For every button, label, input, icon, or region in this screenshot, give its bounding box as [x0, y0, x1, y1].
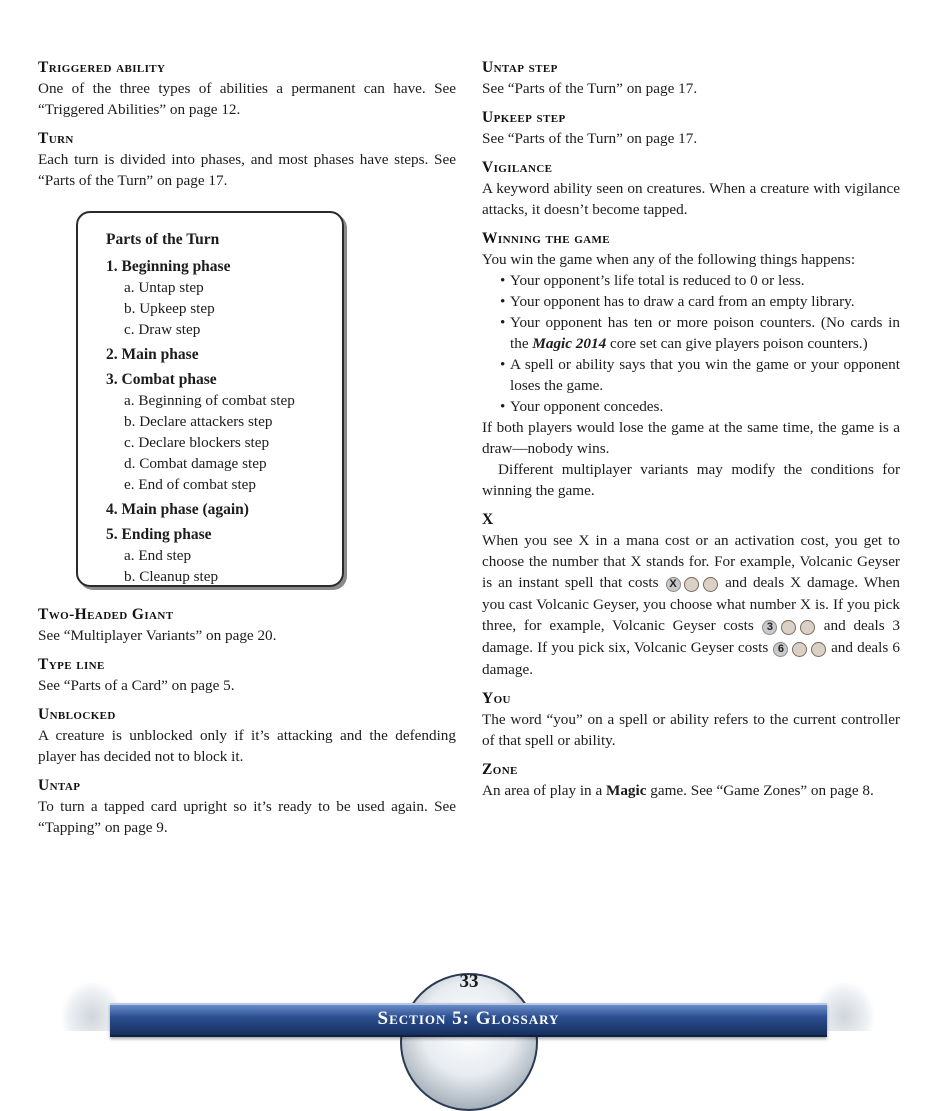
paragraph: If both players would lose the game at the same time, the game is a draw—nobody wins. — [482, 419, 900, 457]
glossary-entry-vigilance — [482, 158, 900, 220]
definition-text: An area of play in a — [482, 782, 606, 800]
entry-term: Vigilance — [482, 159, 553, 176]
entry-definition: A creature is unblocked only if it’s attacking and the defending player has decided not to block it. — [38, 727, 456, 765]
page-medallion — [400, 973, 538, 1111]
red-mana-icon — [781, 620, 796, 635]
entry-term: Turn — [38, 130, 74, 147]
section-title: Section 5: Glossary — [377, 1008, 560, 1029]
entry-definition: Each turn is divided into phases, and most phases have steps. See “Parts of the Turn” on page 17. — [38, 151, 456, 189]
generic-mana-6-icon: 6 — [773, 642, 788, 657]
list-item — [500, 312, 900, 354]
red-mana-icon — [800, 620, 815, 635]
glossary-entry-triggered-ability — [38, 58, 456, 120]
step-item: a. Untap step — [124, 279, 204, 296]
generic-mana-3-icon: 3 — [762, 620, 777, 635]
glossary-entry-untap — [38, 776, 456, 838]
mana-cost-6 — [773, 638, 826, 659]
glossary-entry-you — [482, 689, 900, 751]
step-item: c. Draw step — [124, 321, 201, 338]
entry-term: Two-Headed Giant — [38, 606, 174, 623]
entry-definition — [482, 530, 900, 680]
page-number: 33 — [459, 971, 479, 992]
generic-mana-x-icon: X — [666, 577, 681, 592]
glossary-entry-untap-step — [482, 58, 900, 99]
paragraph: Different multiplayer variants may modify the conditions for winning the game. — [482, 461, 900, 499]
entry-definition — [482, 780, 900, 801]
step-item: b. Declare attackers step — [124, 413, 273, 430]
entry-definition: To turn a tapped card upright so it’s ready to be used again. See “Tapping” on page 9. — [38, 798, 456, 836]
step-item: d. Combat damage step — [124, 455, 267, 472]
left-column — [38, 58, 456, 847]
entry-term: Triggered ability — [38, 59, 166, 76]
mana-cost-3 — [762, 616, 815, 637]
step-item: b. Cleanup step — [124, 568, 219, 585]
set-title: Magic 2014 — [532, 335, 607, 352]
step-item: e. End of combat step — [124, 476, 257, 493]
phase-heading: 1. Beginning phase — [106, 258, 231, 275]
phase-heading: 3. Combat phase — [106, 371, 217, 388]
step-item: a. End step — [124, 547, 192, 564]
definition-text: and deals 3 damage. If you pick six, Volcanic Geyser costs — [482, 617, 900, 657]
list-item-text: core set can give players poison counters.) — [606, 335, 868, 352]
entry-term: Untap step — [482, 59, 558, 76]
red-mana-icon — [684, 577, 699, 592]
glossary-entry-winning-the-game — [482, 229, 900, 501]
entry-definition: The word “you” on a spell or ability refers to the current controller of that spell or ability. — [482, 711, 900, 750]
definition-text: When you see X in a mana cost or an activation cost, you get to choose the number that X stands for. For example, Volcanic Geyser is an instant spell that costs — [482, 532, 900, 591]
entry-definition: One of the three types of abilities a permanent can have. See “Triggered Abilities” on page 12. — [38, 80, 456, 118]
phase-heading: 5. Ending phase — [106, 526, 212, 543]
intro-text: You win the game when any of the following things happens: — [482, 251, 856, 268]
brand-name: Magic — [605, 782, 647, 800]
glossary-entry-two-headed-giant — [38, 605, 456, 646]
entry-term: Unblocked — [38, 706, 116, 723]
red-mana-icon — [703, 577, 718, 592]
entry-term: You — [482, 690, 511, 708]
glossary-entry-zone — [482, 760, 900, 801]
phase-heading: 2. Main phase — [106, 346, 199, 363]
list-item-text: Your opponent has ten or more poison counters. (No cards in the — [510, 314, 900, 352]
entry-definition: See “Multiplayer Variants” on page 20. — [38, 627, 277, 644]
entry-term: Winning the game — [482, 230, 611, 247]
glossary-entry-unblocked — [38, 705, 456, 767]
entry-term: Zone — [482, 761, 518, 779]
entry-term: Untap — [38, 777, 81, 794]
definition-text: and deals X damage. When you cast Volcanic Geyser, you choose what number X is. If you pick three, for example, Volcanic Geyser costs — [482, 574, 900, 635]
right-column — [482, 58, 900, 810]
definition-text: game. See “Game Zones” on page 8. — [646, 782, 874, 800]
entry-definition: See “Parts of a Card” on page 5. — [38, 677, 235, 694]
page-footer — [0, 935, 937, 1087]
phase-steps — [106, 545, 342, 587]
entry-term: X — [482, 511, 494, 528]
glossary-entry-x — [482, 510, 900, 680]
entry-term: Type line — [38, 656, 105, 673]
phase-heading: 4. Main phase (again) — [106, 501, 249, 518]
parts-of-the-turn-box — [76, 211, 344, 587]
phase-steps — [106, 390, 342, 495]
step-item: c. Declare blockers step — [124, 434, 270, 451]
step-item: b. Upkeep step — [124, 300, 215, 317]
list-item: • Your opponent has to draw a card from an empty library. — [500, 291, 900, 312]
list-item: • Your opponent’s life total is reduced to 0 or less. — [500, 270, 900, 291]
mana-cost-x — [666, 573, 719, 594]
glossary-entry-turn — [38, 129, 456, 191]
red-mana-icon — [811, 642, 826, 657]
phase-steps — [106, 277, 342, 340]
step-item: a. Beginning of combat step — [124, 392, 295, 409]
entry-term: Upkeep step — [482, 109, 566, 126]
entry-definition: See “Parts of the Turn” on page 17. — [482, 80, 698, 97]
box-title: Parts of the Turn — [106, 231, 220, 248]
definition-text: and deals 6 damage. — [482, 639, 900, 679]
glossary-entry-type-line — [38, 655, 456, 696]
entry-definition — [482, 249, 900, 501]
glossary-entry-upkeep-step — [482, 108, 900, 149]
list-item: • A spell or ability says that you win the game or your opponent loses the game. — [500, 354, 900, 396]
entry-definition: A keyword ability seen on creatures. When a creature with vigilance attacks, it doesn’t become tapped. — [482, 180, 900, 218]
red-mana-icon — [792, 642, 807, 657]
win-conditions-list — [482, 270, 900, 417]
list-item: • Your opponent concedes. — [500, 396, 900, 417]
entry-definition: See “Parts of the Turn” on page 17. — [482, 130, 698, 147]
